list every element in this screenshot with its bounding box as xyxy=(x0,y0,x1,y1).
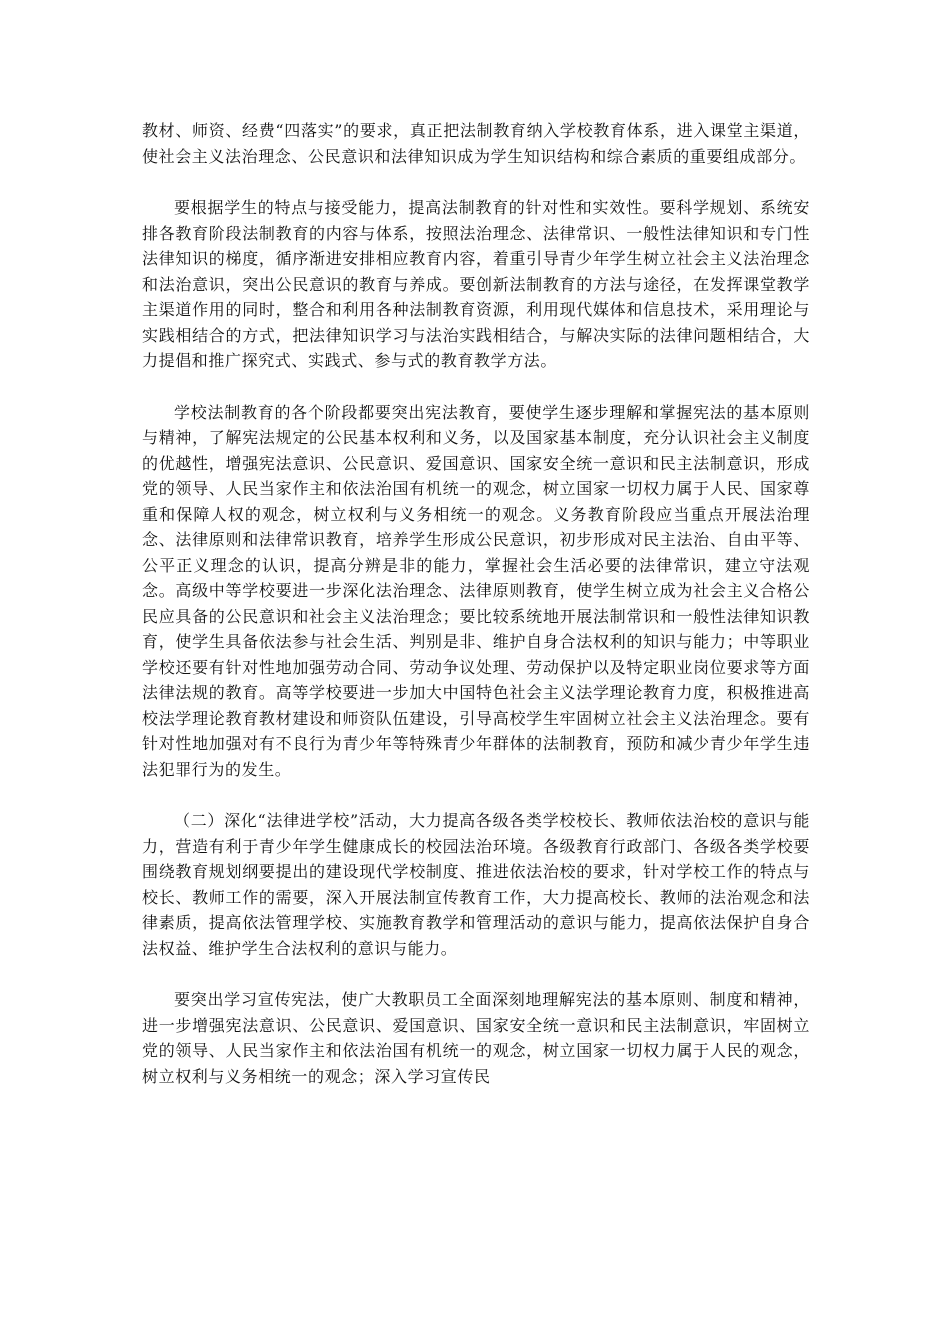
paragraph-1: 教材、师资、经费“四落实”的要求，真正把法制教育纳入学校教育体系，进入课堂主渠道，使社会主义法治理念、公民意识和法律知识成为学生知识结构和综合素质的重要组成部分。 xyxy=(142,121,810,166)
document-body xyxy=(142,118,810,1115)
paragraph-5: 要突出学习宣传宪法，使广大教职员工全面深刻地理解宪法的基本原则、制度和精神，进一步增强宪法意识、公民意识、爱国意识、国家安全统一意识和民主法制意识，牢固树立党的领导、人民当家作主和依法治国有机统一的观念，树立国家一切权力属于人民的观念，树立权利与义务相统一的观念；深入学习宣传民 xyxy=(142,990,810,1086)
paragraph-2: 要根据学生的特点与接受能力，提高法制教育的针对性和实效性。要科学规划、系统安排各教育阶段法制教育的内容与体系，按照法治理念、法律常识、一般性法律知识和专门性法律知识的梯度，循序渐进安排相应教育内容，着重引导青少年学生树立社会主义法治理念和法治意识，突出公民意识的教育与养成。要创新法制教育的方法与途径，在发挥课堂教学主渠道作用的同时，整合和利用各种法制教育资源，利用现代媒体和信息技术，采用理论与实践相结合的方式，把法律知识学习与法治实践相结合，与解决实际的法律问题相结合，大力提倡和推广探究式、实践式、参与式的教育教学方法。 xyxy=(142,198,810,370)
paragraph-3: 学校法制教育的各个阶段都要突出宪法教育，要使学生逐步理解和掌握宪法的基本原则与精神，了解宪法规定的公民基本权利和义务，以及国家基本制度，充分认识社会主义制度的优越性，增强宪法意识、公民意识、爱国意识、国家安全统一意识和民主法制意识，形成党的领导、人民当家作主和依法治国有机统一的观念，树立国家一切权力属于人民、国家尊重和保障人权的观念，树立权利与义务相统一的观念。义务教育阶段应当重点开展法治理念、法律原则和法律常识教育，培养学生形成公民意识，初步形成对民主法治、自由平等、公平正义理念的认识，提高分辨是非的能力，掌握社会生活必要的法律常识，建立守法观念。高级中等学校要进一步深化法治理念、法律原则教育，使学生树立成为社会主义合格公民应具备的公民意识和社会主义法治理念；要比较系统地开展法制常识和一般性法律知识教育，使学生具备依法参与社会生活、判别是非、维护自身合法权利的知识与能力；中等职业学校还要有针对性地加强劳动合同、劳动争议处理、劳动保护以及特定职业岗位要求等方面法律法规的教育。高等学校要进一步加大中国特色社会主义法学理论教育力度，积极推进高校法学理论教育教材建设和师资队伍建设，引导高校学生牢固树立社会主义法治理念。要有针对性地加强对有不良行为青少年等特殊青少年群体的法制教育，预防和减少青少年学生违法犯罪行为的发生。 xyxy=(142,402,810,779)
paragraph-4: （二）深化“法律进学校”活动，大力提高各级各类学校校长、教师依法治校的意识与能力，营造有利于青少年学生健康成长的校园法治环境。各级教育行政部门、各级各类学校要围绕教育规划纲要提出的建设现代学校制度、推进依法治校的要求，针对学校工作的特点与校长、教师工作的需要，深入开展法制宣传教育工作，大力提高校长、教师的法治观念和法律素质，提高依法管理学校、实施教育教学和管理活动的意识与能力，提高依法保护自身合法权益、维护学生合法权利的意识与能力。 xyxy=(142,811,810,958)
